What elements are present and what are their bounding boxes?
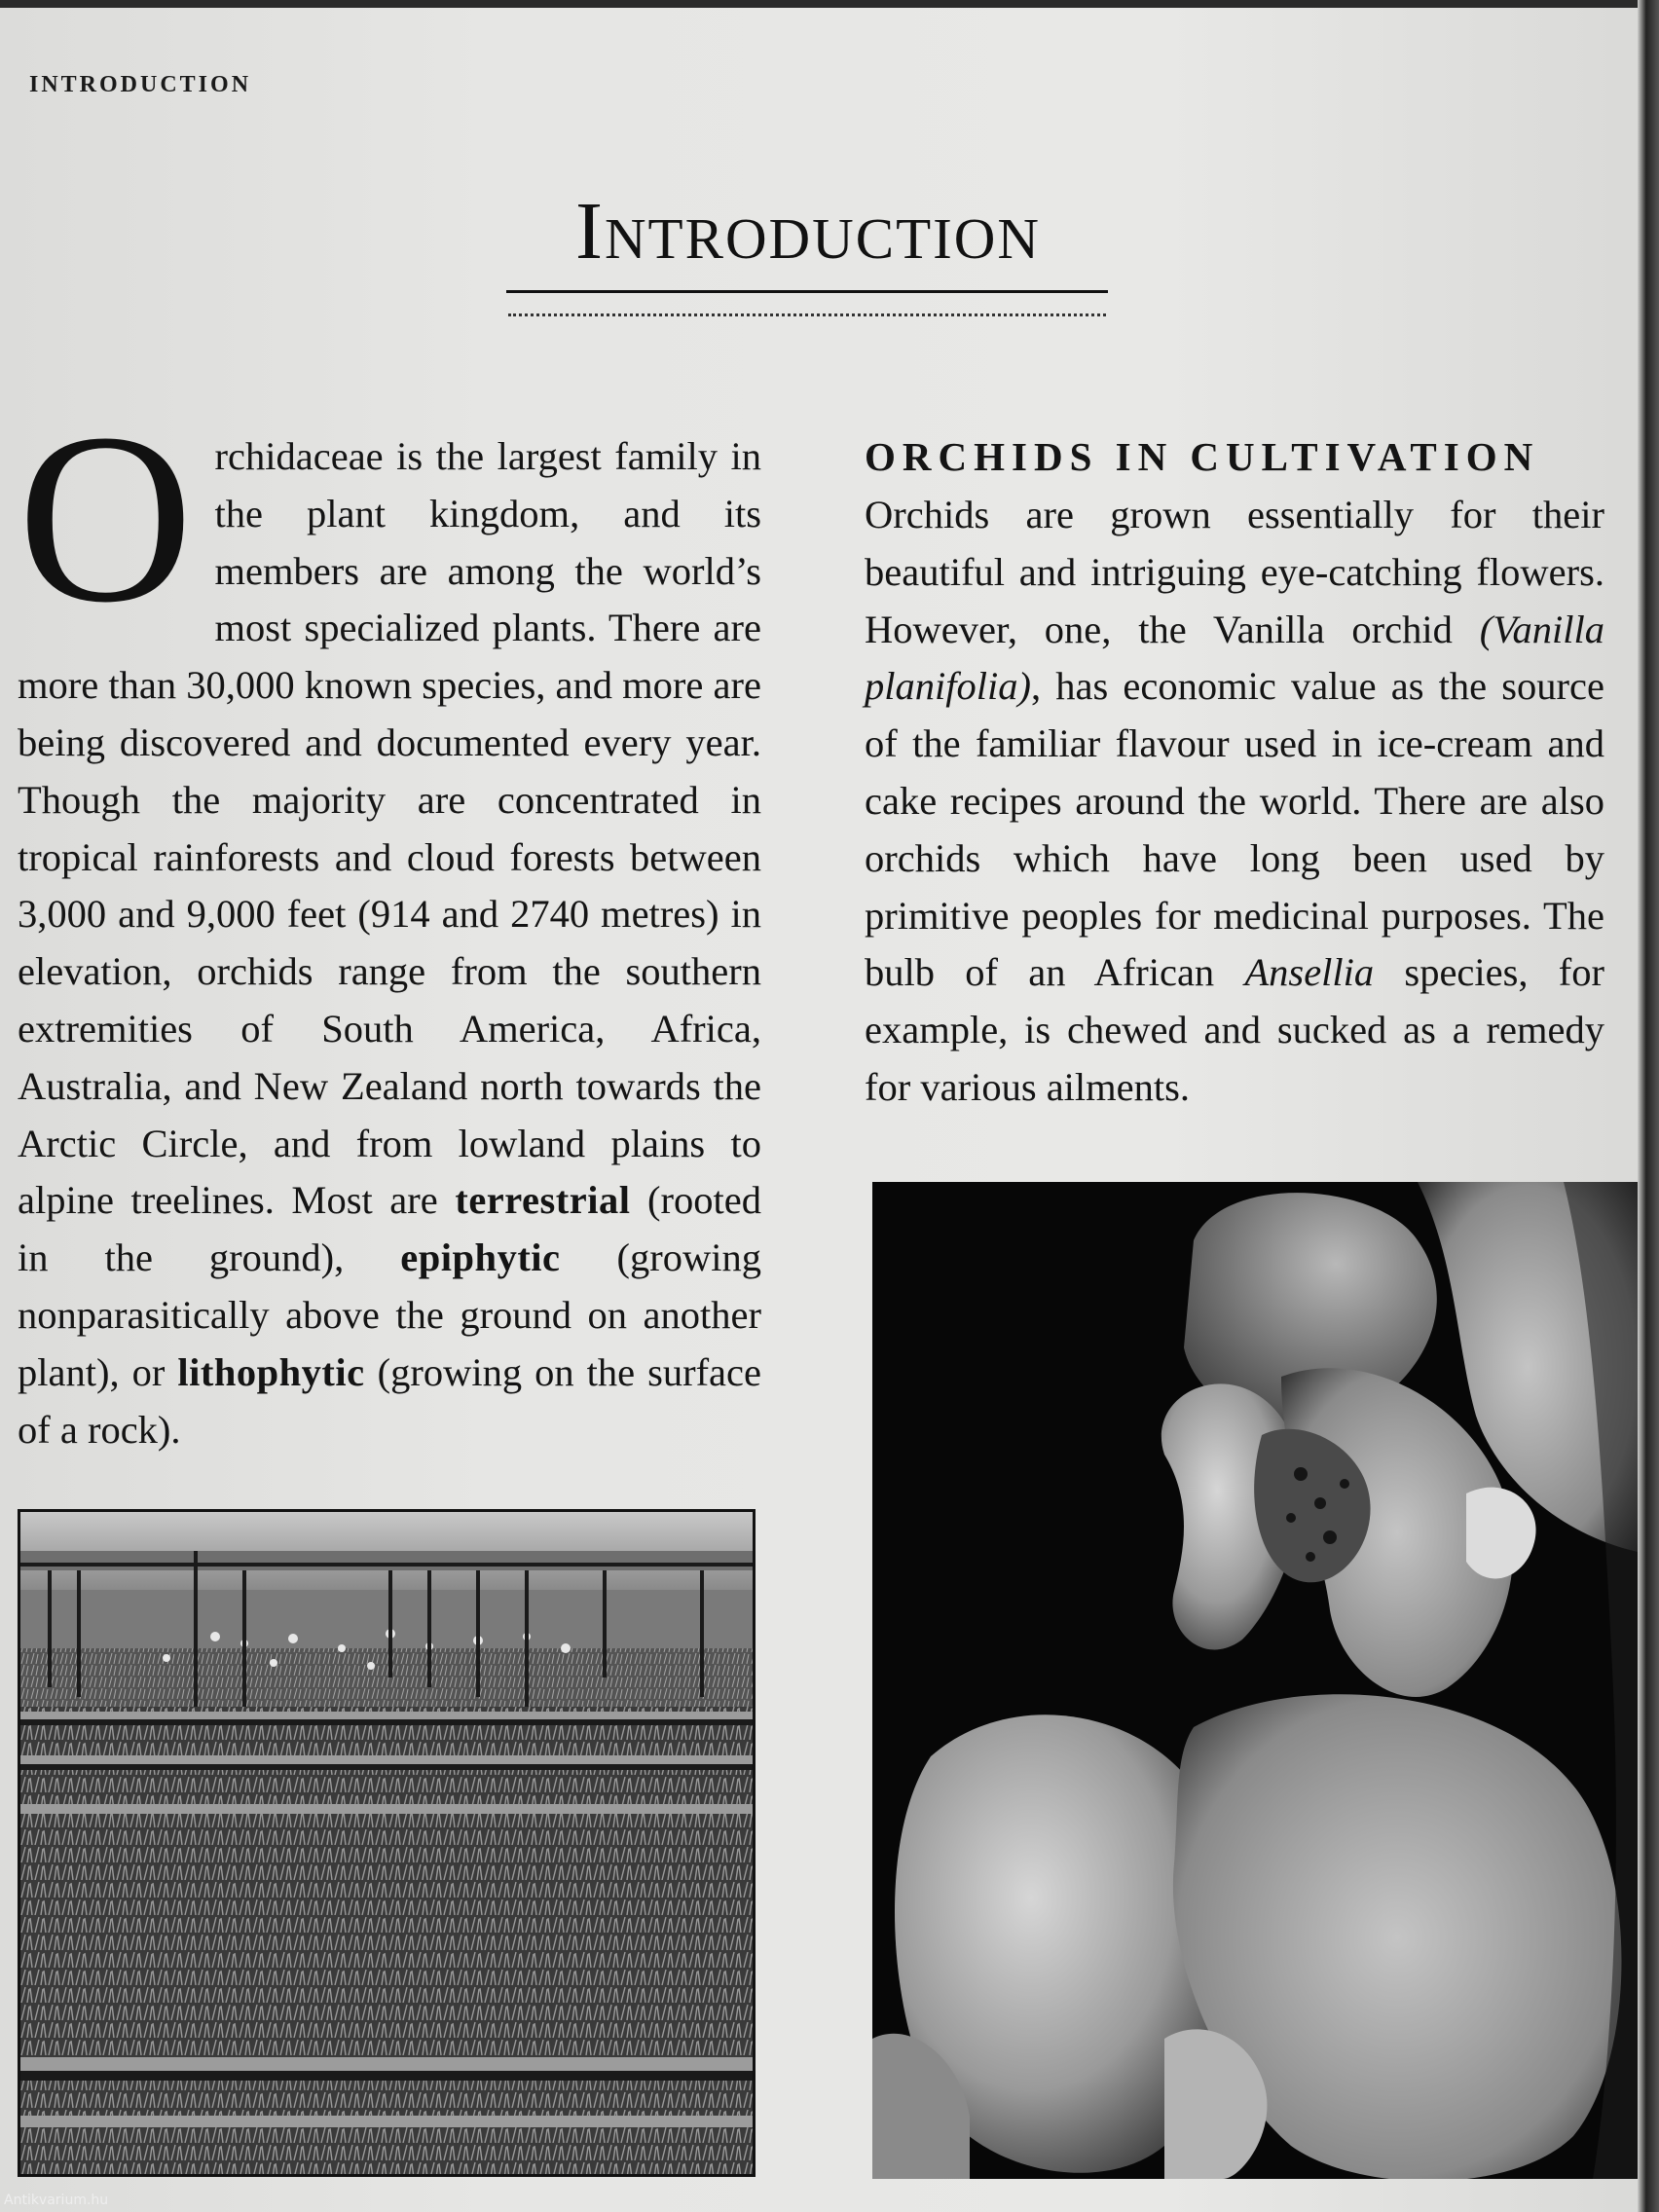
page-gutter-edge bbox=[1638, 0, 1659, 2212]
page-title: Introduction bbox=[574, 186, 1042, 276]
intro-text-4: (growing on the surface of a rock). bbox=[18, 1349, 761, 1452]
cultivation-text-1: Orchids are grown essentially for their beautiful and intriguing eye-catching flowers. However, one, the Vanilla orchid bbox=[865, 493, 1604, 651]
orchid-photo bbox=[872, 1182, 1638, 2179]
title-dotted-rule bbox=[508, 313, 1106, 316]
cultivation-paragraph bbox=[865, 487, 1604, 1117]
term-epiphytic: epiphytic bbox=[400, 1235, 561, 1280]
section-heading: ORCHIDS IN CULTIVATION bbox=[865, 434, 1540, 479]
orchid-photo-illustration bbox=[872, 1182, 1638, 2179]
nursery-photo-illustration bbox=[20, 1512, 753, 2174]
term-lithophytic: lithophytic bbox=[177, 1349, 365, 1394]
drop-cap: O bbox=[18, 384, 194, 653]
title-underline bbox=[506, 290, 1108, 293]
genus-name-ansellia: Ansellia bbox=[1244, 950, 1375, 995]
running-head: INTRODUCTION bbox=[29, 72, 252, 97]
term-terrestrial: terrestrial bbox=[455, 1178, 631, 1223]
intro-text-2: (rooted in the ground), bbox=[18, 1178, 762, 1280]
intro-text-3: (growing nonparasitically above the ground on another plant), or bbox=[18, 1235, 761, 1394]
intro-paragraph bbox=[18, 384, 762, 1458]
species-name-vanilla: (Vanilla planifolia) bbox=[865, 607, 1604, 709]
nursery-photo bbox=[18, 1509, 756, 2177]
cultivation-text-3: species, for example, is chewed and sucked as a remedy for various ailments. bbox=[865, 950, 1604, 1109]
cultivation-section bbox=[865, 428, 1604, 1117]
cultivation-text-2: , has economic value as the source of the familiar flavour used in ice-cream and cake recipes around the world. There are also orchids which have long been used by primitive peoples for medicinal purposes. The bulb of an African bbox=[865, 664, 1604, 995]
intro-text-1: rchidaceae is the largest family in the plant kingdom, and its members are among the world’s most specialized plants. There are more than 30,000 known species, and more are being discovered and documented every year. Though the majority are concentrated in tropical rainforests and cloud forests between 3,000 and 9,000 feet (914 and 2740 metres) in elevation, orchids range from the southern extremities of South America, Africa, Australia, and New Zealand north towards the Arctic Circle, and from lowland plains to alpine treelines. Most are bbox=[18, 434, 761, 1223]
watermark: Antikvarium.hu bbox=[4, 2193, 109, 2208]
page-top-edge bbox=[0, 0, 1659, 8]
